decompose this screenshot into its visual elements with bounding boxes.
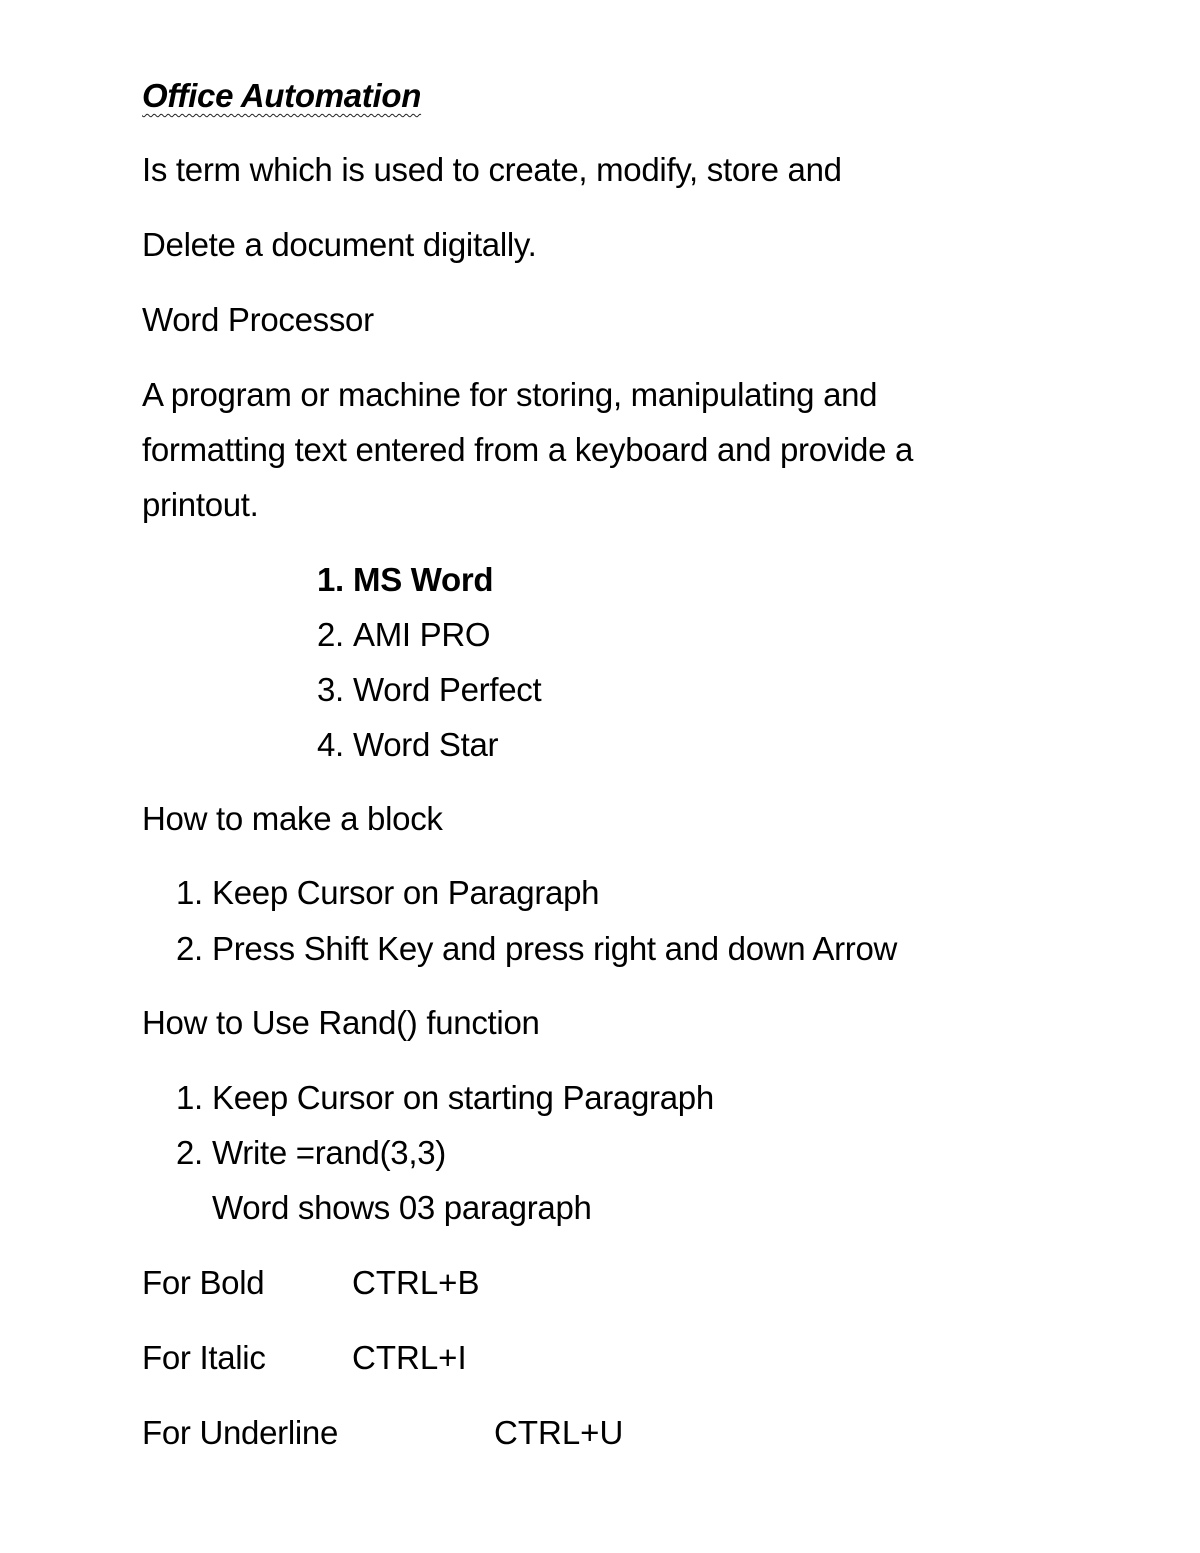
rand-note: Word shows 03 paragraph [212, 1189, 592, 1226]
list-item [317, 560, 493, 600]
list-item [176, 1078, 714, 1118]
list-text: AMI PRO [353, 616, 491, 653]
word-processor-desc-line-2: formatting text entered from a keyboard and provide a [142, 431, 914, 468]
word-processor-heading: Word Processor [142, 301, 374, 338]
list-item [317, 670, 541, 710]
list-number: 1. [176, 1079, 203, 1116]
definition-line-1: Is term which is used to create, modify, store and [142, 151, 842, 188]
word-processor-desc-line-3: printout. [142, 486, 259, 523]
list-item [317, 725, 498, 765]
list-number: 1. [176, 874, 203, 911]
shortcut-key-underline: CTRL+U [494, 1414, 624, 1451]
shortcut-label-underline: For Underline [142, 1414, 339, 1451]
list-number: 2. [176, 930, 203, 967]
block-heading: How to make a block [142, 800, 443, 837]
list-text: Keep Cursor on starting Paragraph [212, 1079, 714, 1116]
shortcut-label-bold: For Bold [142, 1264, 265, 1301]
shortcut-label-italic: For Italic [142, 1339, 266, 1376]
list-number: 1. [317, 561, 344, 598]
word-processor-desc-line-1: A program or machine for storing, manipulating and [142, 376, 878, 413]
list-number: 2. [317, 616, 344, 653]
definition-line-2: Delete a document digitally. [142, 226, 537, 263]
list-text: Write =rand(3,3) [212, 1134, 446, 1171]
list-number: 4. [317, 726, 344, 763]
shortcut-key-italic: CTRL+I [352, 1339, 467, 1376]
list-number: 3. [317, 671, 344, 708]
list-item [317, 615, 490, 655]
list-item [176, 873, 599, 913]
list-text: Word Perfect [353, 671, 542, 708]
list-item [176, 929, 897, 969]
list-text: Keep Cursor on Paragraph [212, 874, 600, 911]
shortcut-key-bold: CTRL+B [352, 1264, 480, 1301]
list-item [176, 1133, 446, 1173]
list-text: Press Shift Key and press right and down Arrow [212, 930, 898, 967]
list-text: Word Star [353, 726, 499, 763]
page-title: Office Automation [142, 77, 422, 114]
list-text: MS Word [353, 561, 494, 598]
rand-heading: How to Use Rand() function [142, 1004, 540, 1041]
list-number: 2. [176, 1134, 203, 1171]
